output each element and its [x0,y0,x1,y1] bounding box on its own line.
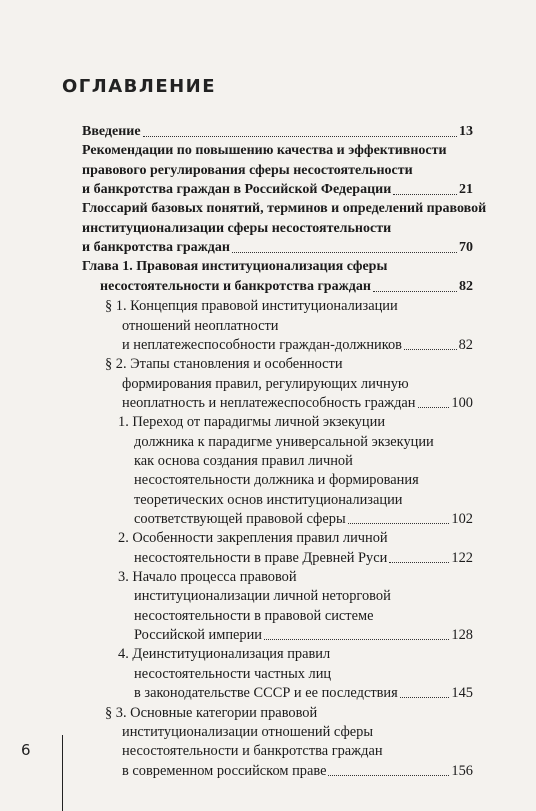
dot-leader [373,290,457,292]
dot-leader [348,522,450,524]
toc-page-number: 100 [451,395,473,411]
toc-entry-text: несостоятельности в правовой системе [134,608,374,624]
toc-entry-text: должника к парадигме универсальной экзекуции [134,434,434,450]
toc-page-number: 128 [451,627,473,643]
dot-leader [143,135,457,137]
toc-entry-text: соответствующей правовой сферы [134,511,346,527]
toc-line [118,567,297,587]
dot-leader [264,638,449,640]
toc-page-number: 82 [458,337,473,353]
toc-line [134,509,473,529]
toc-line [134,490,402,510]
toc-page-number: 102 [451,511,473,527]
toc-entry-text: институционализации отношений сферы [122,724,374,740]
toc-line [82,257,387,277]
toc-line [122,374,409,394]
toc-page-number: 156 [451,763,473,779]
toc-entry-text: несостоятельности в праве Древней Руси [134,550,388,566]
dot-leader [393,193,457,195]
toc-line [122,393,473,413]
toc-line [105,296,398,316]
toc-line [100,277,473,297]
toc-line [82,141,447,161]
toc-page-number: 13 [459,124,473,139]
toc-entry-text: формирования правил, регулирующих личную [122,376,409,392]
toc-entry-text: § 2. Этапы становления и особенности [105,356,343,372]
toc-entry-text: Введение [82,124,141,139]
toc-line [122,335,473,355]
toc-entry-text: § 3. Основные категории правовой [105,705,318,721]
toc-line [122,316,278,336]
toc-entry-text: несостоятельности должника и формирования [134,472,419,488]
toc-line [82,180,473,200]
toc-entry-text: Рекомендации по повышению качества и эффективности [82,143,447,158]
toc-line [134,606,373,626]
toc-line [118,528,388,548]
toc-line [134,625,473,645]
toc-line [82,219,391,239]
dot-leader [400,696,450,698]
toc-line [118,644,330,664]
toc-line [118,412,385,432]
toc-entry-text: отношений неоплатности [122,318,279,334]
toc-entry-text: в современном российском праве [122,763,327,779]
toc-entry-text: Глоссарий базовых понятий, терминов и определений правовой [82,201,487,216]
toc-line [82,122,473,142]
toc-line [122,741,383,761]
toc-line [105,703,317,723]
toc-entry-text: 3. Начало процесса правовой [118,569,297,585]
toc-entry-text: теоретических основ институционализации [134,492,403,508]
toc-entry-text: в законодательстве СССР и ее последствия [134,685,398,701]
toc-entry-text: 2. Особенности закрепления правил личной [118,530,388,546]
toc-line [122,761,473,781]
toc-entry-text: институционализации личной неторговой [134,588,391,604]
toc-entry-text: Российской империи [134,627,263,643]
dot-leader [389,561,449,563]
toc-entry-text: 1. Переход от парадигмы личной экзекуции [118,414,386,430]
toc-page-number: 70 [459,240,473,255]
toc-entry-text: институционализации сферы несостоятельности [82,221,392,236]
toc-entry-text: Глава 1. Правовая институционализация сферы [82,259,388,274]
toc-line [82,199,486,219]
toc-entry-text: несостоятельности и банкротства граждан [100,279,371,294]
toc-line [134,451,353,471]
dot-leader [328,774,449,776]
toc-line [134,470,419,490]
toc-entry-text: § 1. Концепция правовой институционализации [105,298,398,314]
toc-line [82,161,413,181]
toc-line [82,238,473,258]
toc-entry-text: неоплатность и неплатежеспособность граждан [122,395,416,411]
toc-line [134,683,473,703]
toc-entry-text: несостоятельности частных лиц [134,666,332,682]
dot-leader [418,406,450,408]
toc-line [134,432,434,452]
toc-line [134,664,331,684]
toc-entry-text: правового регулирования сферы несостоятельности [82,163,413,178]
page-title: ОГЛАВЛЕНИЕ [62,76,217,97]
toc-page-number: 21 [459,182,473,197]
toc-entry-text: как основа создания правил личной [134,453,353,469]
toc-entry-text: и банкротства граждан [82,240,230,255]
toc-line [134,548,473,568]
toc-line [122,722,373,742]
toc-page-number: 145 [451,685,473,701]
toc-line [105,354,343,374]
toc-entry-text: 4. Деинституционализация правил [118,646,331,662]
dot-leader [232,251,457,253]
toc-page-number: 82 [459,279,473,294]
toc-entry-text: и банкротства граждан в Российской Федерации [82,182,392,197]
toc-line [134,586,391,606]
toc-page-number: 122 [451,550,473,566]
toc-entry-text: и неплатежеспособности граждан-должников [122,337,402,353]
toc-entry-text: несостоятельности и банкротства граждан [122,743,383,759]
margin-rule [62,735,63,811]
page-number: 6 [21,741,31,759]
dot-leader [404,348,457,350]
